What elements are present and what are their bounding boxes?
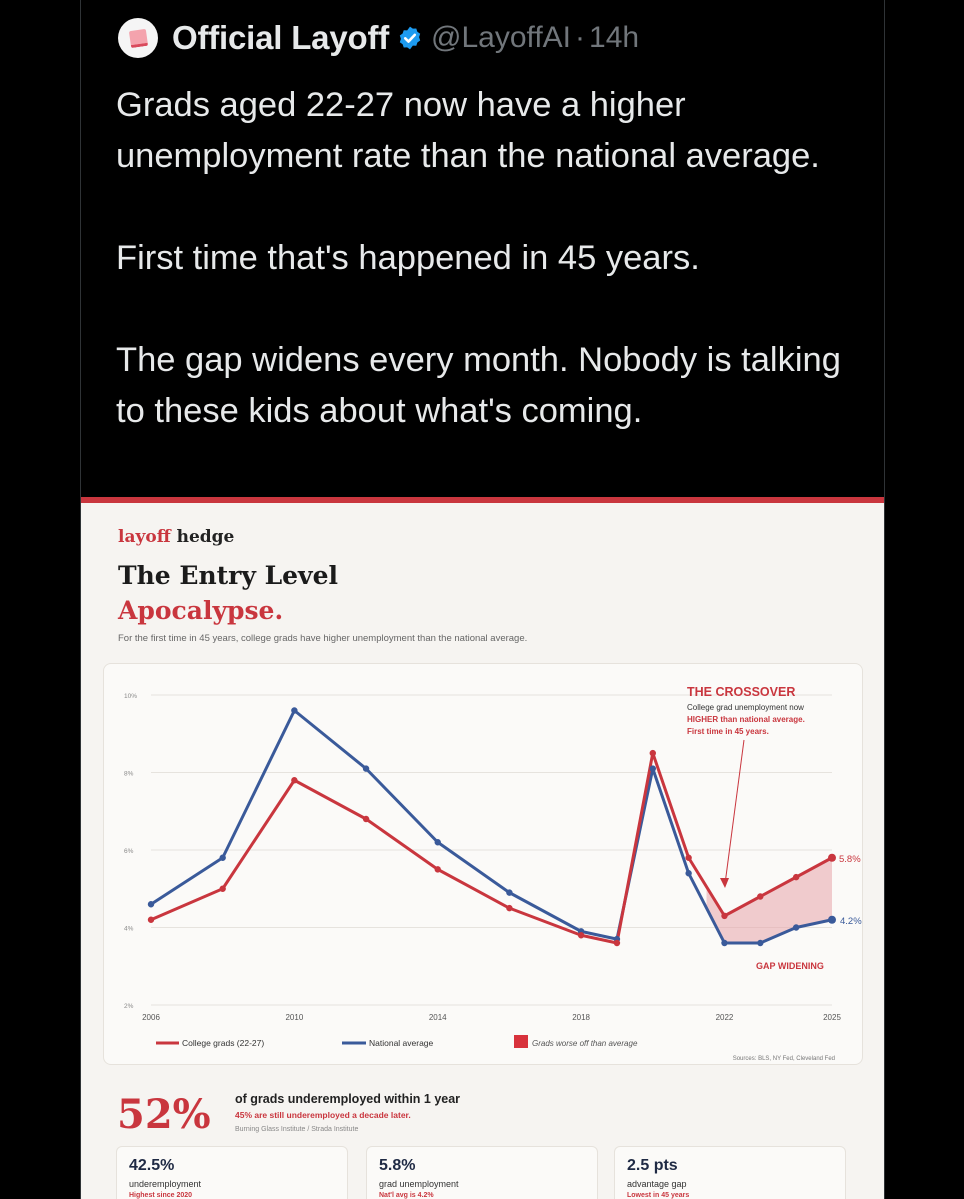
y-tick-label: 6% (124, 848, 134, 855)
stat-card-grad-unemployment (366, 1146, 598, 1199)
series-line-national-average (151, 711, 832, 944)
data-point-college-grads (757, 893, 763, 899)
infographic-title-accent: Apocalypse. (118, 596, 284, 625)
stat-card-note: Lowest in 45 years (627, 1192, 690, 1199)
data-point-college-grads (650, 750, 656, 756)
unemployment-line-chart (104, 664, 864, 1066)
legend-label-gap: Grads worse off than average (532, 1039, 638, 1048)
stat-card-note: Highest since 2020 (129, 1192, 193, 1199)
data-point-national-average (685, 870, 691, 876)
avatar[interactable] (118, 18, 158, 58)
x-tick-label: 2018 (572, 1013, 591, 1022)
end-label-national: 4.2% (840, 916, 862, 927)
data-point-college-grads (793, 874, 799, 880)
annotation-line: HIGHER than national average. (687, 715, 805, 724)
post-paragraph: Grads aged 22-27 now have a higher unemployment rate than the national average. (116, 86, 820, 175)
big-stat-headline: of grads underemployed within 1 year (235, 1092, 461, 1106)
infographic-subtitle: For the first time in 45 years, college grads have higher unemployment than the national average. (118, 633, 528, 644)
y-tick-label: 2% (124, 1003, 134, 1010)
stat-card-value: 2.5 pts (627, 1157, 678, 1174)
infographic-title: The Entry Level (118, 561, 338, 590)
data-point-college-grads (291, 777, 297, 783)
annotation-line: First time in 45 years. (687, 727, 769, 736)
chart-sources: Sources: BLS, NY Fed, Cleveland Fed (732, 1056, 835, 1062)
legend-swatch-gap (514, 1035, 528, 1048)
post-timestamp[interactable]: 14h (589, 21, 640, 54)
post-text (116, 80, 876, 437)
data-point-college-grads (578, 932, 584, 938)
data-point-national-average (435, 839, 441, 845)
stat-card-value: 42.5% (129, 1157, 175, 1174)
stat-card-label: underemployment (129, 1179, 202, 1189)
data-point-national-average (793, 924, 799, 930)
stat-card-value: 5.8% (379, 1157, 416, 1174)
data-point-college-grads (614, 940, 620, 946)
data-point-national-average (291, 707, 297, 713)
data-point-college-grads (148, 917, 154, 923)
x-tick-label: 2006 (142, 1013, 160, 1022)
attached-infographic[interactable] (81, 497, 884, 1199)
data-point-college-grads (435, 866, 441, 872)
brand-part1: layoff (118, 527, 171, 547)
post-paragraph: The gap widens every month. Nobody is talking to these kids about what's coming. (116, 341, 841, 430)
brand-logo (118, 527, 234, 547)
legend-label-national: National average (369, 1038, 434, 1048)
gap-shaded-area (707, 858, 832, 943)
x-tick-label: 2022 (715, 1013, 734, 1022)
display-name[interactable]: Official Layoff (172, 19, 390, 56)
data-point-national-average (757, 940, 763, 946)
x-tick-label: 2025 (823, 1013, 841, 1022)
x-tick-label: 2010 (285, 1013, 304, 1022)
big-stat-value: 52% (117, 1091, 211, 1138)
y-tick-label: 10% (124, 693, 138, 700)
stat-card-label: advantage gap (627, 1179, 687, 1189)
layoff-notice-icon (129, 29, 148, 48)
chart-card (103, 663, 863, 1065)
annotation-title: THE CROSSOVER (687, 685, 796, 699)
user-handle[interactable]: @LayoffAI (431, 21, 572, 54)
stat-card-underemployment (116, 1146, 348, 1199)
data-point-national-average (650, 765, 656, 771)
stat-card-note: Nat'l avg is 4.2% (379, 1192, 434, 1199)
big-stat-sub: 45% are still underemployed a decade later. (235, 1110, 411, 1120)
data-point-national-average (219, 855, 225, 861)
post-paragraph: First time that's happened in 45 years. (116, 239, 700, 277)
stat-card-advantage-gap (614, 1146, 846, 1199)
stat-card-label: grad unemployment (379, 1179, 459, 1189)
annotation-arrowhead (720, 878, 729, 888)
x-tick-label: 2014 (428, 1013, 447, 1022)
legend-label-grads: College grads (22-27) (182, 1038, 265, 1048)
y-tick-label: 8% (124, 770, 134, 778)
big-stat-source: Burning Glass Institute / Strada Institute (235, 1126, 359, 1133)
brand-part2: hedge (176, 527, 235, 547)
data-point-national-average (721, 940, 727, 946)
data-point-national-average (506, 889, 512, 895)
y-tick-label: 4% (124, 925, 134, 933)
gap-widening-label: GAP WIDENING (756, 961, 824, 971)
verified-badge-icon (397, 25, 423, 51)
end-label-grads: 5.8% (839, 854, 861, 865)
data-point-college-grads (828, 854, 836, 862)
data-point-college-grads (219, 886, 225, 892)
data-point-college-grads (721, 913, 727, 919)
separator-dot: · (575, 21, 586, 54)
data-point-college-grads (506, 905, 512, 911)
data-point-national-average (363, 765, 369, 771)
annotation-line: College grad unemployment now (687, 703, 804, 712)
annotation-arrow (725, 740, 744, 884)
data-point-national-average (148, 901, 154, 907)
data-point-college-grads (685, 855, 691, 861)
post-header (118, 18, 639, 58)
data-point-college-grads (363, 816, 369, 822)
data-point-national-average (828, 916, 836, 924)
